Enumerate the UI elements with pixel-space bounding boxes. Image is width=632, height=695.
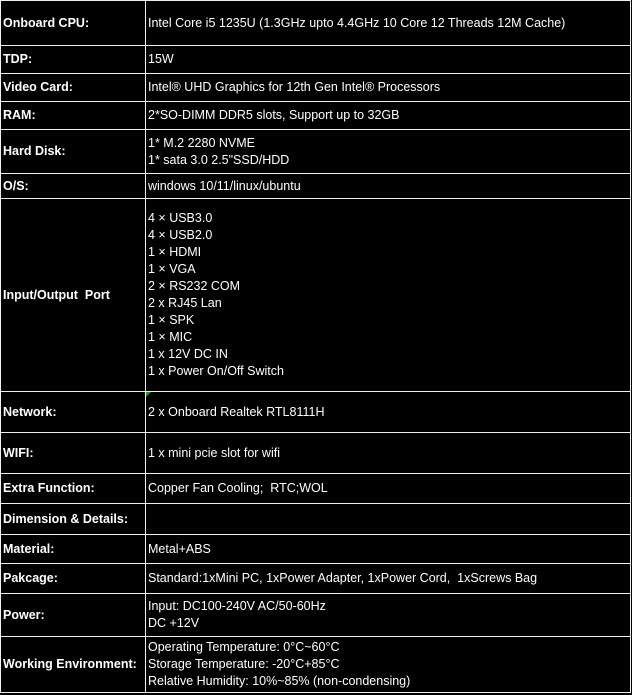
spec-value <box>146 102 631 130</box>
spec-row-working-environment <box>1 637 631 693</box>
spec-label: TDP: <box>1 46 146 74</box>
spec-value-line: 4 × USB2.0 <box>148 228 213 242</box>
spec-value-line: 4 × USB3.0 <box>148 211 213 225</box>
spec-value-line: 1* sata 3.0 2.5"SSD/HDD <box>148 152 290 167</box>
spec-label: Dimension & Details: <box>1 504 146 535</box>
spec-row-ram <box>1 102 631 130</box>
spec-value-line: Intel® UHD Graphics for 12th Gen Intel® Processors <box>148 80 441 94</box>
spec-value-line: 1 × MIC <box>148 330 193 344</box>
spec-value <box>146 637 631 693</box>
spec-value <box>146 46 631 74</box>
spec-label: Hard Disk: <box>1 130 146 174</box>
spec-label: RAM: <box>1 102 146 130</box>
spec-row-power <box>1 594 631 637</box>
spec-row-io-port <box>1 199 631 392</box>
spec-value-line: Input: DC100-240V AC/50-60Hz <box>148 599 326 613</box>
spec-row-dimension <box>1 504 631 535</box>
spec-label: Input/Output Port <box>1 199 146 392</box>
spec-value-line: 1* M.2 2280 NVME <box>148 135 255 150</box>
spec-label: WIFI: <box>1 433 146 474</box>
spec-value-line: DC +12V <box>148 616 200 630</box>
spec-row-tdp <box>1 46 631 74</box>
spec-value <box>146 433 631 474</box>
spec-label: Extra Function: <box>1 474 146 504</box>
spec-value <box>146 594 631 637</box>
spec-value <box>146 564 631 594</box>
spec-value-line: 1 x 12V DC IN <box>148 347 228 361</box>
spec-value-line: 2*SO-DIMM DDR5 slots, Support up to 32GB <box>148 108 400 122</box>
spec-label: O/S: <box>1 174 146 199</box>
spec-row-hard-disk <box>1 130 631 174</box>
spec-row-video-card <box>1 74 631 102</box>
spec-value-line: 2 x RJ45 Lan <box>148 296 222 310</box>
spec-value-line: 1 × HDMI <box>148 245 202 259</box>
spec-label: Onboard CPU: <box>1 1 146 46</box>
spec-label: Material: <box>1 535 146 564</box>
spec-value <box>146 474 631 504</box>
spec-value-line: Copper Fan Cooling; RTC;WOL <box>148 481 328 495</box>
spec-value-line: windows 10/11/linux/ubuntu <box>148 178 301 193</box>
spec-row-os <box>1 174 631 199</box>
spec-label: Working Environment: <box>1 637 146 693</box>
spec-label: Pakcage: <box>1 564 146 594</box>
spec-value-line: 2 x Onboard Realtek RTL8111H <box>148 404 325 419</box>
spec-label: Video Card: <box>1 74 146 102</box>
cell-comment-marker-icon <box>146 392 151 397</box>
spec-value <box>146 535 631 564</box>
spec-row-package <box>1 564 631 594</box>
spec-value <box>146 504 631 535</box>
spec-value-line: 2 × RS232 COM <box>148 279 241 293</box>
spec-value <box>146 199 631 392</box>
spec-value-line: Storage Temperature: -20°C+85°C <box>148 657 340 671</box>
spec-value <box>146 74 631 102</box>
spec-value-line: Operating Temperature: 0°C~60°C <box>148 640 340 654</box>
spec-value-line: Metal+ABS <box>148 541 211 556</box>
spec-row-cpu <box>1 1 631 46</box>
spec-label: Network: <box>1 392 146 433</box>
spec-value <box>146 1 631 46</box>
spec-row-network <box>1 392 631 433</box>
spec-row-wifi <box>1 433 631 474</box>
spec-label: Power: <box>1 594 146 637</box>
spec-value-line: 1 x Power On/Off Switch <box>148 364 284 378</box>
spec-value-line: Standard:1xMini PC, 1xPower Adapter, 1xPower Cord, 1xScrews Bag <box>148 571 538 585</box>
spec-value <box>146 130 631 174</box>
spec-value-line: 1 × VGA <box>148 262 196 276</box>
spec-value-line: 1 × SPK <box>148 313 195 327</box>
spec-value-line: 1 x mini pcie slot for wifi <box>148 445 280 460</box>
spec-value <box>146 392 631 433</box>
spec-row-material <box>1 535 631 564</box>
spec-row-extra-function <box>1 474 631 504</box>
spec-value-line: Relative Humidity: 10%~85% (non-condensing) <box>148 674 411 688</box>
spec-value-line: 15W <box>148 52 174 66</box>
spec-value <box>146 174 631 199</box>
spec-value-line: Intel Core i5 1235U (1.3GHz upto 4.4GHz 10 Core 12 Threads 12M Cache) <box>148 15 566 30</box>
